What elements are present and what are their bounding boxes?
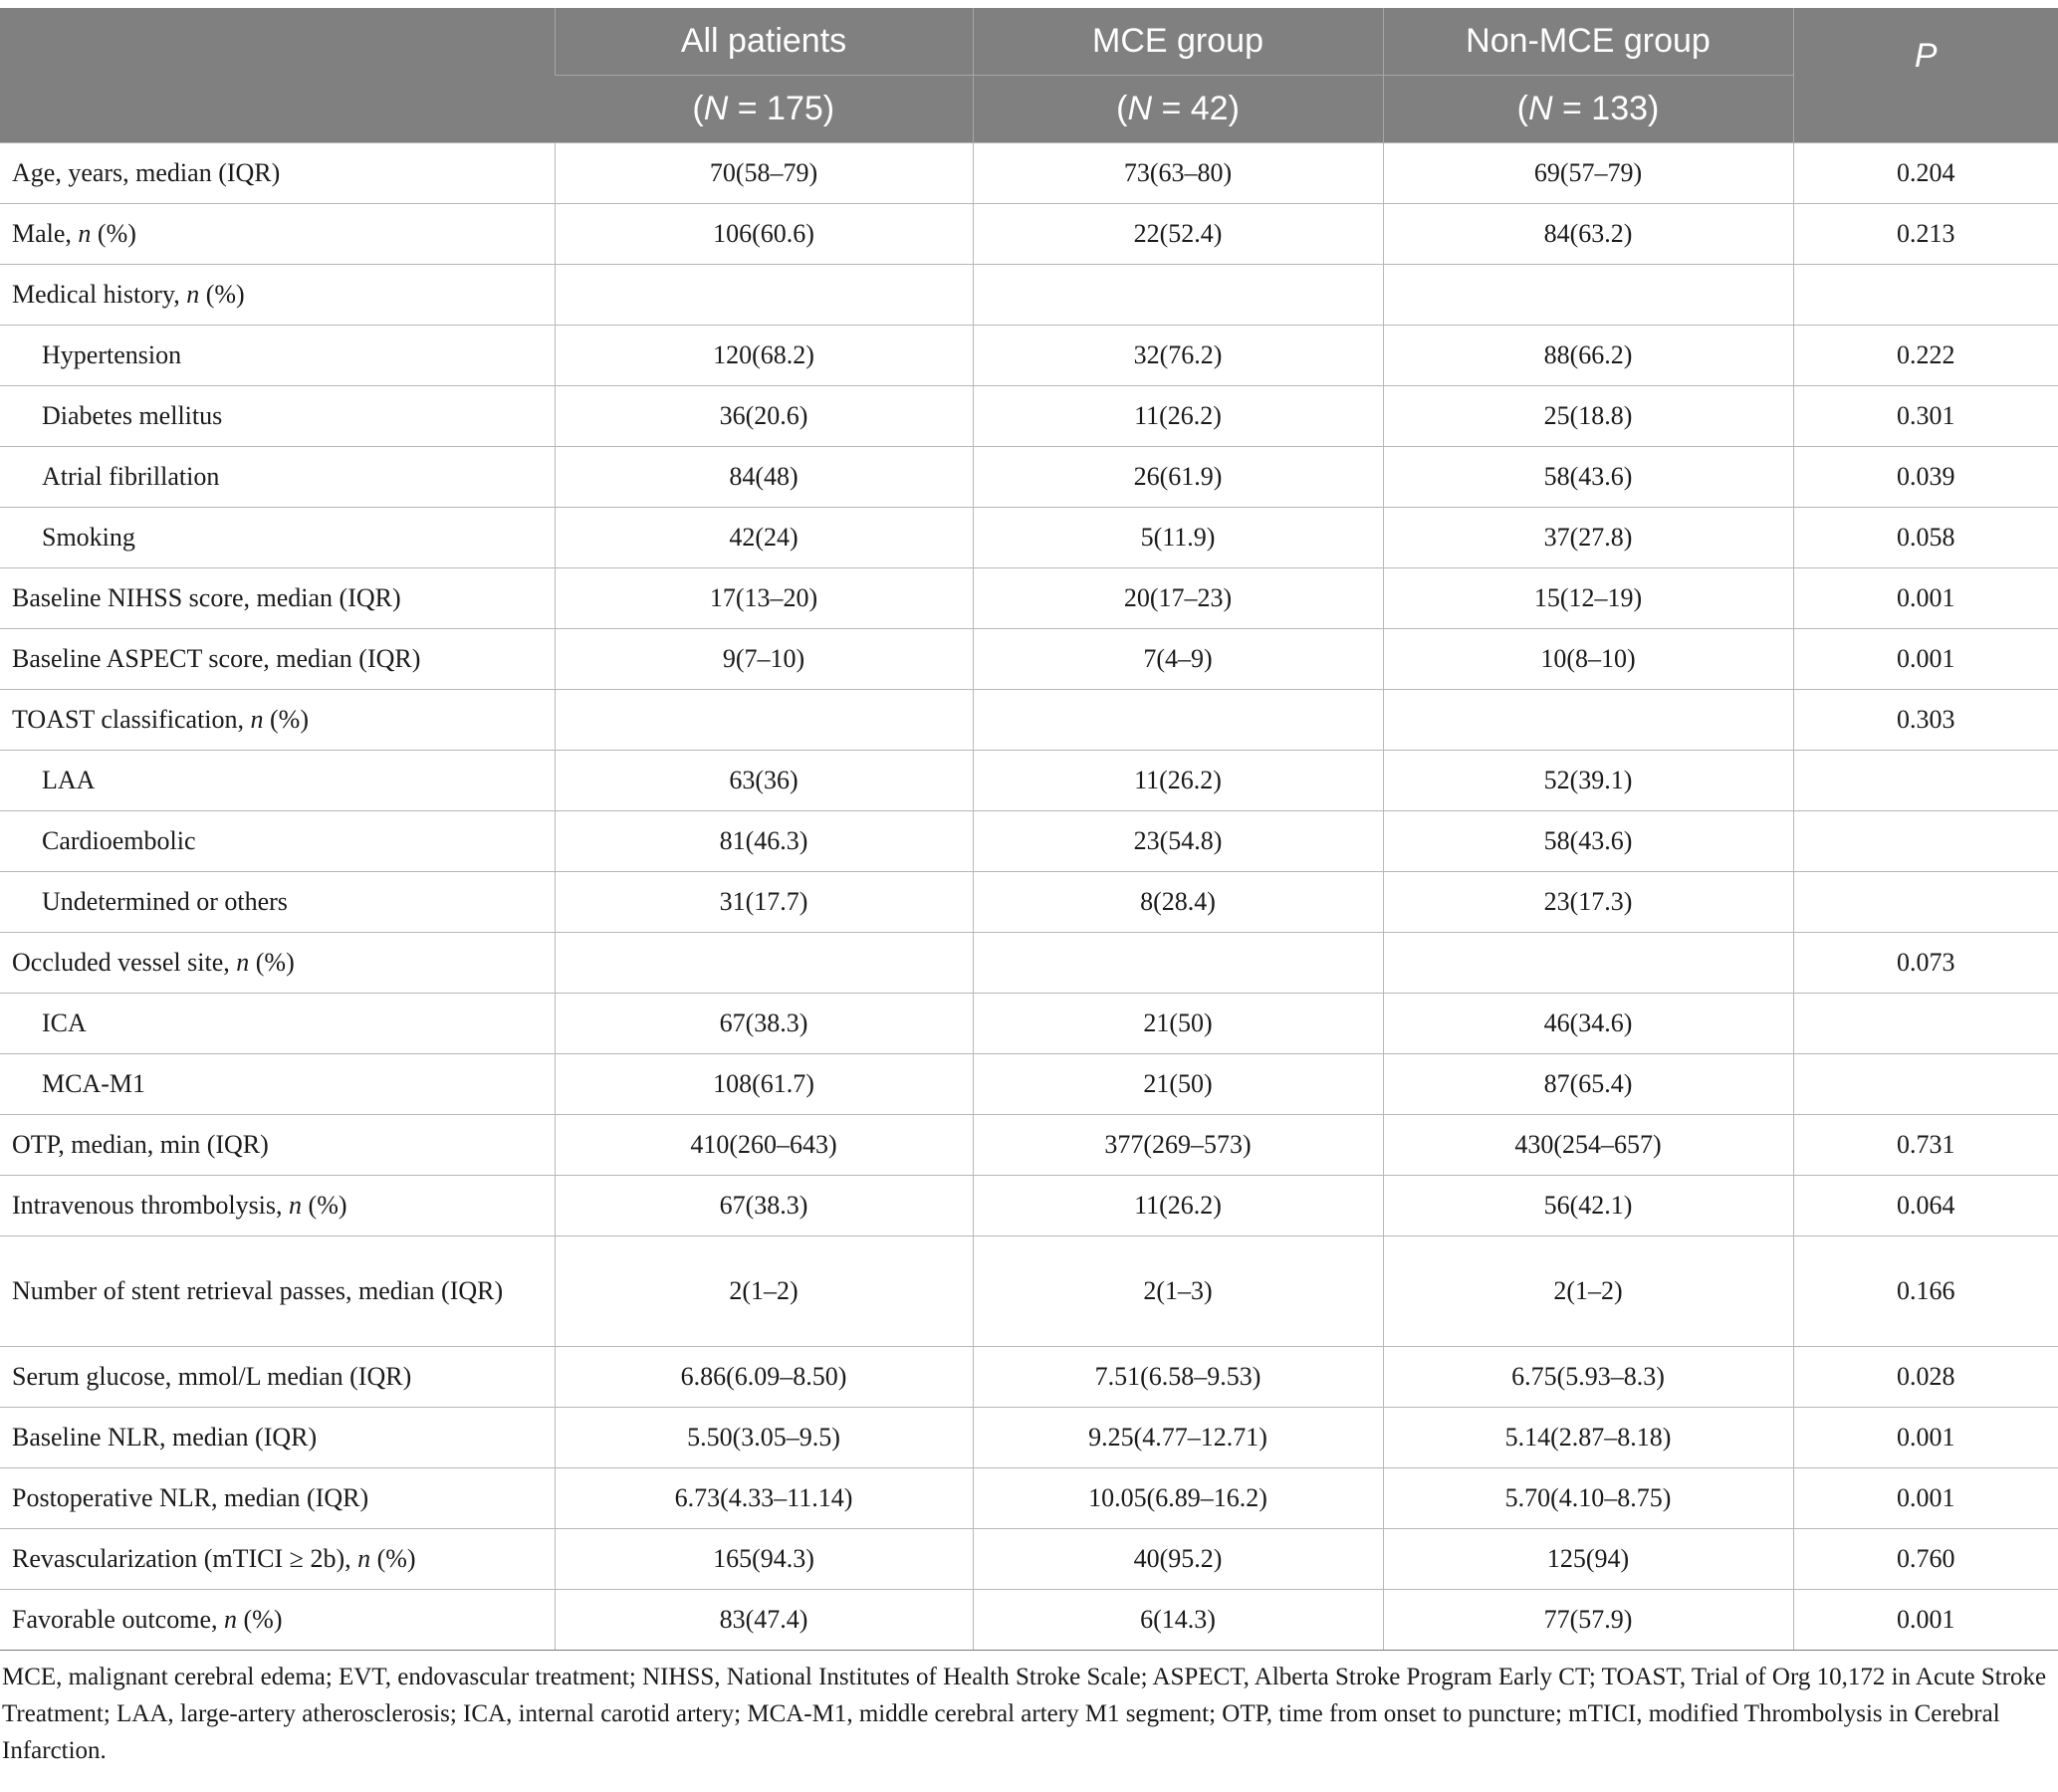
row-label-pre: Revascularization (mTICI ≥ 2b), <box>12 1544 358 1573</box>
row-label-pre: Serum glucose, mmol/L median (IQR) <box>12 1362 412 1391</box>
header-all-patients: All patients <box>555 8 973 76</box>
row-label <box>0 690 555 751</box>
cell-mce-group: 6(14.3) <box>973 1590 1383 1651</box>
row-label-ital: n <box>186 280 200 309</box>
cell-non-mce-group: 58(43.6) <box>1383 811 1793 872</box>
cell-p-value <box>1793 811 2058 872</box>
cell-non-mce-group: 23(17.3) <box>1383 872 1793 933</box>
cell-p-value: 0.001 <box>1793 568 2058 629</box>
row-label-pre: Atrial fibrillation <box>42 462 220 491</box>
cell-p-value: 0.073 <box>1793 933 2058 994</box>
cell-p-value: 0.731 <box>1793 1115 2058 1176</box>
row-label-pre: TOAST classification, <box>12 705 251 734</box>
row-label-pre: Diabetes mellitus <box>42 401 223 430</box>
row-label <box>0 1529 555 1590</box>
row-label <box>0 811 555 872</box>
row-label-ital: n <box>357 1544 371 1573</box>
cell-non-mce-group <box>1383 265 1793 326</box>
cell-mce-group: 7(4–9) <box>973 629 1383 690</box>
row-label-pre: Undetermined or others <box>42 887 288 916</box>
cell-all-patients: 63(36) <box>555 751 973 811</box>
row-label <box>0 994 555 1054</box>
cell-mce-group: 21(50) <box>973 1054 1383 1115</box>
table-row <box>0 1236 2058 1347</box>
cell-p-value <box>1793 1054 2058 1115</box>
n-label: N <box>703 90 729 127</box>
cell-non-mce-group: 46(34.6) <box>1383 994 1793 1054</box>
cell-mce-group: 26(61.9) <box>973 447 1383 508</box>
cell-mce-group: 11(26.2) <box>973 1176 1383 1236</box>
cell-p-value: 0.001 <box>1793 1408 2058 1468</box>
table-row <box>0 1176 2058 1236</box>
row-label-pre: Favorable outcome, <box>12 1605 224 1634</box>
cell-all-patients: 17(13–20) <box>555 568 973 629</box>
cell-p-value: 0.001 <box>1793 1590 2058 1651</box>
header-all-patients-n <box>555 76 973 143</box>
cell-all-patients: 2(1–2) <box>555 1236 973 1347</box>
cell-non-mce-group <box>1383 933 1793 994</box>
table-row <box>0 568 2058 629</box>
row-label-post: (%) <box>370 1544 416 1573</box>
cell-p-value: 0.760 <box>1793 1529 2058 1590</box>
cell-all-patients <box>555 933 973 994</box>
table-row <box>0 1468 2058 1529</box>
row-label-pre: MCA-M1 <box>42 1069 146 1098</box>
table-row <box>0 143 2058 204</box>
cell-all-patients: 165(94.3) <box>555 1529 973 1590</box>
cell-all-patients: 67(38.3) <box>555 994 973 1054</box>
row-label <box>0 751 555 811</box>
cell-p-value: 0.303 <box>1793 690 2058 751</box>
row-label-pre: Baseline NLR, median (IQR) <box>12 1423 318 1452</box>
n-value: = 133) <box>1552 90 1660 127</box>
cell-non-mce-group: 6.75(5.93–8.3) <box>1383 1347 1793 1408</box>
row-label-post: (%) <box>302 1191 347 1220</box>
cell-non-mce-group: 58(43.6) <box>1383 447 1793 508</box>
cell-mce-group: 21(50) <box>973 994 1383 1054</box>
cell-all-patients <box>555 265 973 326</box>
table-row <box>0 326 2058 386</box>
cell-p-value <box>1793 872 2058 933</box>
row-label-pre: Male, <box>12 219 79 248</box>
cell-mce-group: 22(52.4) <box>973 204 1383 265</box>
row-label <box>0 204 555 265</box>
row-label-post: (%) <box>199 280 245 309</box>
row-label-pre: Baseline ASPECT score, median (IQR) <box>12 644 421 673</box>
table-row <box>0 933 2058 994</box>
row-label <box>0 1347 555 1408</box>
row-label <box>0 508 555 568</box>
cell-p-value: 0.301 <box>1793 386 2058 447</box>
table-row <box>0 1529 2058 1590</box>
cell-mce-group: 23(54.8) <box>973 811 1383 872</box>
cell-non-mce-group: 87(65.4) <box>1383 1054 1793 1115</box>
cell-mce-group <box>973 265 1383 326</box>
cell-non-mce-group: 15(12–19) <box>1383 568 1793 629</box>
cell-non-mce-group: 37(27.8) <box>1383 508 1793 568</box>
row-label-post: (%) <box>91 219 136 248</box>
cell-mce-group: 377(269–573) <box>973 1115 1383 1176</box>
n-open-paren: ( <box>692 90 704 127</box>
row-label-pre: Number of stent retrieval passes, median (IQR) <box>12 1276 504 1305</box>
cell-all-patients: 36(20.6) <box>555 386 973 447</box>
header-mce-group-n <box>973 76 1383 143</box>
table-footnote: MCE, malignant cerebral edema; EVT, endovascular treatment; NIHSS, National Institutes of Health Stroke Scale; ASPECT, Alberta Stroke Program Early CT; TOAST, Trial of Org 10,172 in Acute Stroke Treatment; LAA, large-artery atherosclerosis; ICA, internal carotid artery; MCA-M1, middle cerebral artery M1 segment; OTP, time from onset to puncture; mTICI, modified Thrombolysis in Cerebral Infarction. <box>2 1664 2047 1764</box>
header-mce-group: MCE group <box>973 8 1383 76</box>
baseline-characteristics-table-container <box>0 8 2058 1769</box>
row-label-post: (%) <box>249 948 295 977</box>
row-label-pre: Medical history, <box>12 280 187 309</box>
cell-all-patients: 81(46.3) <box>555 811 973 872</box>
cell-non-mce-group <box>1383 690 1793 751</box>
cell-all-patients: 84(48) <box>555 447 973 508</box>
table-row <box>0 872 2058 933</box>
cell-non-mce-group: 10(8–10) <box>1383 629 1793 690</box>
table-header <box>0 8 2058 143</box>
cell-p-value: 0.058 <box>1793 508 2058 568</box>
header-characteristic <box>0 8 555 143</box>
header-row-1 <box>0 8 2058 76</box>
cell-p-value: 0.204 <box>1793 143 2058 204</box>
cell-non-mce-group: 77(57.9) <box>1383 1590 1793 1651</box>
table-row <box>0 811 2058 872</box>
table-row <box>0 690 2058 751</box>
table-row <box>0 1115 2058 1176</box>
cell-all-patients: 6.73(4.33–11.14) <box>555 1468 973 1529</box>
row-label-post: (%) <box>237 1605 283 1634</box>
cell-non-mce-group: 25(18.8) <box>1383 386 1793 447</box>
cell-p-value <box>1793 265 2058 326</box>
table-body <box>0 143 2058 1651</box>
row-label-ital: n <box>224 1605 237 1634</box>
row-label-pre: OTP, median, min (IQR) <box>12 1130 269 1159</box>
cell-non-mce-group: 5.14(2.87–8.18) <box>1383 1408 1793 1468</box>
cell-non-mce-group: 69(57–79) <box>1383 143 1793 204</box>
row-label <box>0 1236 555 1347</box>
row-label <box>0 265 555 326</box>
cell-non-mce-group: 52(39.1) <box>1383 751 1793 811</box>
cell-p-value: 0.064 <box>1793 1176 2058 1236</box>
n-value: = 175) <box>728 90 835 127</box>
cell-non-mce-group: 88(66.2) <box>1383 326 1793 386</box>
cell-non-mce-group: 430(254–657) <box>1383 1115 1793 1176</box>
row-label <box>0 568 555 629</box>
cell-all-patients: 108(61.7) <box>555 1054 973 1115</box>
cell-mce-group: 8(28.4) <box>973 872 1383 933</box>
cell-mce-group: 73(63–80) <box>973 143 1383 204</box>
row-label-pre: Smoking <box>42 523 135 552</box>
cell-all-patients: 5.50(3.05–9.5) <box>555 1408 973 1468</box>
row-label-ital: n <box>289 1191 303 1220</box>
row-label-pre: Postoperative NLR, median (IQR) <box>12 1483 369 1512</box>
header-non-mce-group-n <box>1383 76 1793 143</box>
row-label <box>0 1408 555 1468</box>
n-value: = 42) <box>1152 90 1240 127</box>
row-label-ital: n <box>250 705 264 734</box>
cell-all-patients: 6.86(6.09–8.50) <box>555 1347 973 1408</box>
row-label <box>0 1468 555 1529</box>
row-label-pre: Baseline NIHSS score, median (IQR) <box>12 583 401 612</box>
row-label <box>0 1054 555 1115</box>
row-label-ital: n <box>236 948 250 977</box>
n-open-paren: ( <box>1516 90 1528 127</box>
cell-all-patients: 31(17.7) <box>555 872 973 933</box>
table-row <box>0 447 2058 508</box>
row-label <box>0 447 555 508</box>
row-label-pre: ICA <box>42 1008 87 1037</box>
cell-all-patients: 67(38.3) <box>555 1176 973 1236</box>
table-row <box>0 1408 2058 1468</box>
cell-mce-group: 11(26.2) <box>973 386 1383 447</box>
cell-mce-group: 10.05(6.89–16.2) <box>973 1468 1383 1529</box>
cell-p-value: 0.222 <box>1793 326 2058 386</box>
row-label <box>0 326 555 386</box>
cell-p-value: 0.001 <box>1793 629 2058 690</box>
cell-mce-group: 40(95.2) <box>973 1529 1383 1590</box>
cell-p-value: 0.028 <box>1793 1347 2058 1408</box>
cell-p-value: 0.213 <box>1793 204 2058 265</box>
table-row <box>0 508 2058 568</box>
cell-mce-group: 2(1–3) <box>973 1236 1383 1347</box>
cell-p-value <box>1793 751 2058 811</box>
row-label <box>0 143 555 204</box>
cell-mce-group: 20(17–23) <box>973 568 1383 629</box>
table-row <box>0 1590 2058 1651</box>
n-label: N <box>1527 90 1553 127</box>
header-p-label: P <box>1914 36 1938 75</box>
row-label <box>0 386 555 447</box>
cell-all-patients: 70(58–79) <box>555 143 973 204</box>
cell-mce-group: 11(26.2) <box>973 751 1383 811</box>
row-label <box>0 1115 555 1176</box>
table-row <box>0 1054 2058 1115</box>
table-row <box>0 994 2058 1054</box>
cell-non-mce-group: 2(1–2) <box>1383 1236 1793 1347</box>
cell-all-patients <box>555 690 973 751</box>
row-label-pre: Age, years, median (IQR) <box>12 158 281 187</box>
cell-mce-group: 9.25(4.77–12.71) <box>973 1408 1383 1468</box>
cell-p-value: 0.166 <box>1793 1236 2058 1347</box>
row-label-post: (%) <box>263 705 309 734</box>
table-row <box>0 204 2058 265</box>
cell-mce-group: 5(11.9) <box>973 508 1383 568</box>
cell-all-patients: 83(47.4) <box>555 1590 973 1651</box>
n-label: N <box>1127 90 1152 127</box>
cell-p-value: 0.039 <box>1793 447 2058 508</box>
cell-non-mce-group: 56(42.1) <box>1383 1176 1793 1236</box>
cell-p-value <box>1793 994 2058 1054</box>
table-row <box>0 629 2058 690</box>
cell-mce-group <box>973 690 1383 751</box>
cell-mce-group: 32(76.2) <box>973 326 1383 386</box>
table-row <box>0 265 2058 326</box>
table-row <box>0 386 2058 447</box>
row-label-pre: Intravenous thrombolysis, <box>12 1191 290 1220</box>
cell-all-patients: 120(68.2) <box>555 326 973 386</box>
row-label <box>0 933 555 994</box>
header-non-mce-group: Non-MCE group <box>1383 8 1793 76</box>
row-label-pre: Cardioembolic <box>42 826 196 855</box>
row-label <box>0 1176 555 1236</box>
cell-mce-group: 7.51(6.58–9.53) <box>973 1347 1383 1408</box>
row-label <box>0 1590 555 1651</box>
header-p-value <box>1793 8 2058 143</box>
cell-non-mce-group: 84(63.2) <box>1383 204 1793 265</box>
row-label-ital: n <box>78 219 92 248</box>
row-label-pre: LAA <box>42 766 96 794</box>
table-row <box>0 1347 2058 1408</box>
cell-p-value: 0.001 <box>1793 1468 2058 1529</box>
cell-all-patients: 106(60.6) <box>555 204 973 265</box>
cell-non-mce-group: 5.70(4.10–8.75) <box>1383 1468 1793 1529</box>
cell-non-mce-group: 125(94) <box>1383 1529 1793 1590</box>
row-label-pre: Occluded vessel site, <box>12 948 237 977</box>
baseline-characteristics-table <box>0 8 2058 1651</box>
table-row <box>0 751 2058 811</box>
row-label-pre: Hypertension <box>42 340 182 369</box>
cell-mce-group <box>973 933 1383 994</box>
row-label <box>0 872 555 933</box>
cell-all-patients: 42(24) <box>555 508 973 568</box>
cell-all-patients: 410(260–643) <box>555 1115 973 1176</box>
cell-all-patients: 9(7–10) <box>555 629 973 690</box>
n-open-paren: ( <box>1116 90 1128 127</box>
row-label <box>0 629 555 690</box>
